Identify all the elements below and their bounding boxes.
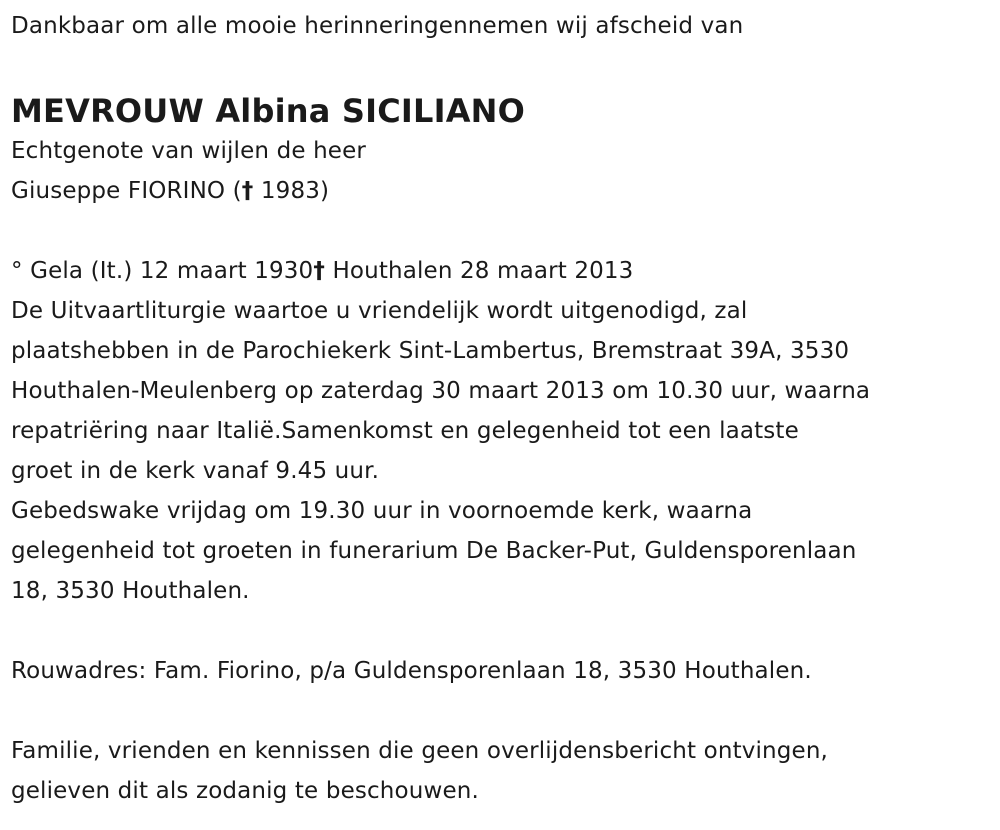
deceased-name: MEVROUW Albina SICILIANO — [11, 92, 526, 130]
funeral-line: repatriëring naar Italië.Samenkomst en gelegenheid tot een laatste — [11, 418, 799, 444]
cross-icon: † — [241, 178, 254, 204]
wake-line: gelegenheid tot groeten in funerarium De Backer-Put, Guldensporenlaan — [11, 538, 857, 564]
mourning-address: Rouwadres: Fam. Fiorino, p/a Guldensporenlaan 18, 3530 Houthalen. — [11, 658, 812, 684]
birth-info: ° Gela (It.) 12 maart 1930 — [11, 258, 314, 284]
spouse-name: Giuseppe FIORINO ( — [11, 178, 242, 204]
closing-line: Familie, vrienden en kennissen die geen overlijdensbericht ontvingen, — [11, 738, 829, 764]
birth-death-line — [11, 251, 1000, 291]
spacer — [11, 691, 1000, 731]
funeral-line: plaatshebben in de Parochiekerk Sint-Lambertus, Bremstraat 39A, 3530 — [11, 338, 850, 364]
wake-line: Gebedswake vrijdag om 19.30 uur in voornoemde kerk, waarna — [11, 498, 753, 524]
funeral-line: Houthalen-Meulenberg op zaterdag 30 maart 2013 om 10.30 uur, waarna — [11, 378, 871, 404]
wake-line: 18, 3530 Houthalen. — [11, 578, 250, 604]
cross-icon: † — [313, 258, 325, 284]
funeral-line: De Uitvaartliturgie waartoe u vriendelijk wordt uitgenodigd, zal — [11, 298, 748, 324]
spouse-death-year: 1983) — [253, 178, 330, 204]
spacer — [11, 611, 1000, 651]
funeral-line: groet in de kerk vanaf 9.45 uur. — [11, 458, 380, 484]
spacer — [11, 211, 1000, 251]
death-info: Houthalen 28 maart 2013 — [325, 258, 634, 284]
spouse-line-2 — [11, 171, 1000, 211]
spouse-line-1: Echtgenote van wijlen de heer — [11, 138, 367, 164]
closing-line: gelieven dit als zodanig te beschouwen. — [11, 778, 479, 804]
intro-text: Dankbaar om alle mooie herinneringennemen wij afscheid van — [11, 13, 744, 39]
